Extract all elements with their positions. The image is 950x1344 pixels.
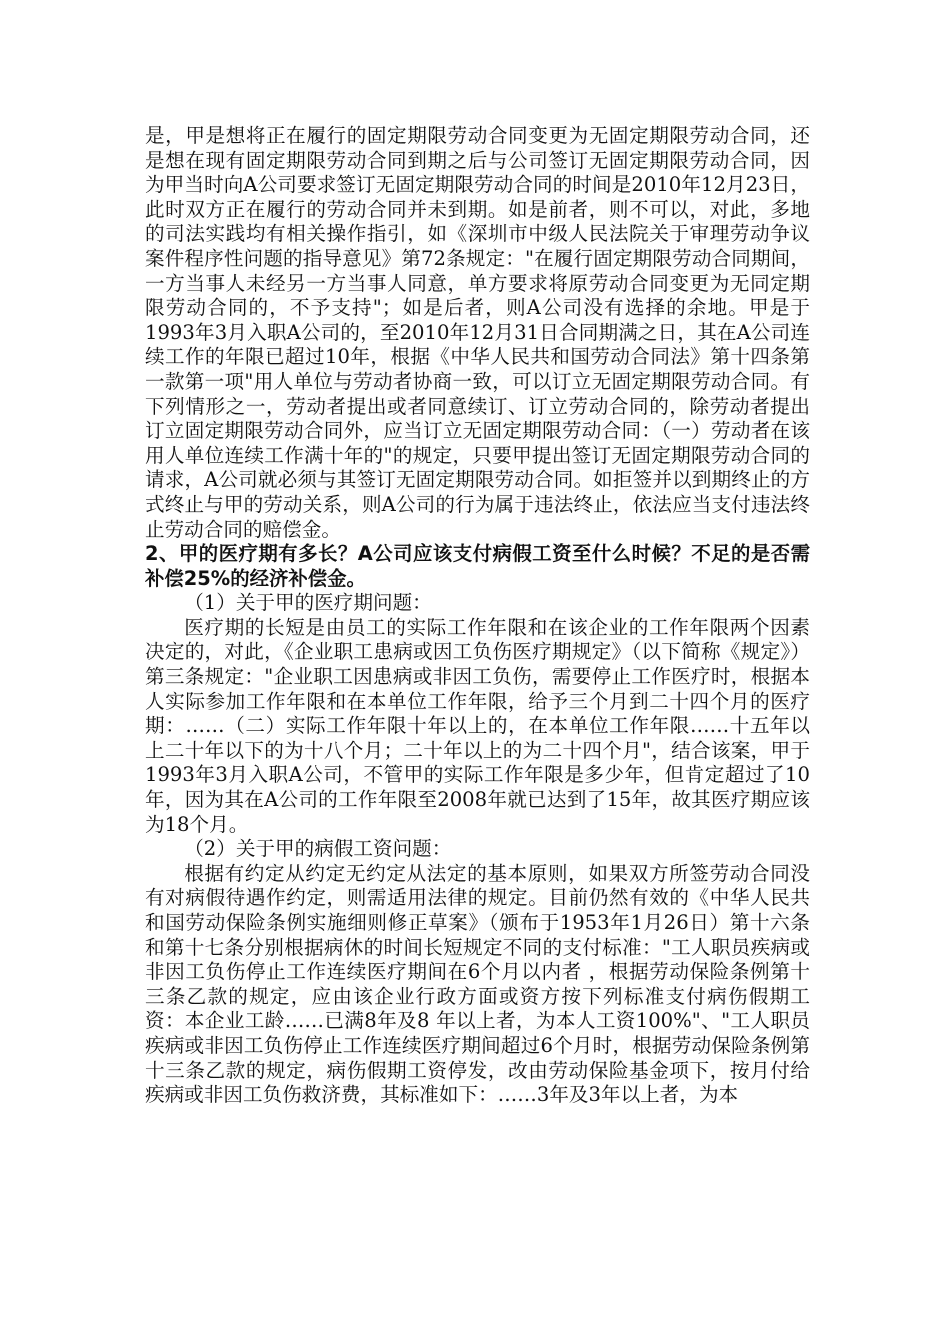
body-paragraph: 根据有约定从约定无约定从法定的基本原则，如果双方所签劳动合同没有对病假待遇作约定，则需适用法律的规定。目前仍然有效的《中华人民共和国劳动保险条例实施细则修正草案》（颁布于1953年1月26日）第十六条和第十七条分别根据病休的时间长短规定不同的支付标准："工人职员疾病或非因工负伤停止工作连续医疗期间在6个月以内者 ，根据劳动保险条例第十三条乙款的规定，应由该企业行政方面或资方按下列标准支付病伤假期工资：本企业工龄……已满8年及8 年以上者，为本人工资100%"、"工人职员疾病或非因工负伤停止工作连续医疗期间超过6个月时，根据劳动保险条例第十三条乙款的规定，病伤假期工资停发，改由劳动保险基金项下，按月付给疾病或非因工负伤救济费，其标准如下：……3年及3年以上者，为本 bbox=[145, 861, 810, 1107]
body-paragraph-continuation: 是，甲是想将正在履行的固定期限劳动合同变更为无固定期限劳动合同，还是想在现有固定期限劳动合同到期之后与公司签订无固定期限劳动合同，因为甲当时向A公司要求签订无固定期限劳动合同的时间是2010年12月23日，此时双方正在履行的劳动合同并未到期。如是前者，则不可以，对此，多地的司法实践均有相关操作指引，如《深圳市中级人民法院关于审理劳动争议案件程序性问题的指导意见》第72条规定："在履行固定期限劳动合同期间，一方当事人未经另一方当事人同意，单方要求将原劳动合同变更为无同定期限劳动合同的，不予支持"；如是后者，则A公司没有选择的余地。甲是于1993年3月入职A公司的，至2010年12月31日合同期满之日，其在A公司连续工作的年限已超过10年，根据《中华人民共和国劳动合同法》第十四条第一款第一项"用人单位与劳动者协商一致，可以订立无固定期限劳动合同。有下列情形之一，劳动者提出或者同意续订、订立劳动合同的，除劳动者提出订立固定期限劳动合同外，应当订立无固定期限劳动合同：（一）劳动者在该用人单位连续工作满十年的"的规定，只要甲提出签订无固定期限劳动合同的请求，A公司就必须与其签订无固定期限劳动合同。如拒签并以到期终止的方式终止与甲的劳动关系，则A公司的行为属于违法终止，依法应当支付违法终止劳动合同的赔偿金。 bbox=[145, 124, 810, 541]
subsection-heading: （2）关于甲的病假工资问题： bbox=[184, 837, 452, 861]
body-paragraph: 医疗期的长短是由员工的实际工作年限和在该企业的工作年限两个因素决定的，对此，《企业职工患病或因工负伤医疗期规定》（以下简称《规定》）第三条规定："企业职工因患病或非因工负伤，需要停止工作医疗时，根据本人实际参加工作年限和在本单位工作年限，给予三个月到二十四个月的医疗期：……（二）实际工作年限十年以上的，在本单位工作年限……十五年以上二十年以下的为十八个月；二十年以上的为二十四个月"，结合该案，甲于1993年3月入职A公司，不管甲的实际工作年限是多少年，但肯定超过了10年，因为其在A公司的工作年限至2008年就已达到了15年，故其医疗期应该为18个月。 bbox=[145, 615, 810, 836]
document-page bbox=[145, 124, 810, 1108]
subsection-heading: （1）关于甲的医疗期问题： bbox=[184, 591, 432, 615]
section-heading: 2、甲的医疗期有多长？A公司应该支付病假工资至什么时候？不足的是否需补偿25%的经济补偿金。 bbox=[145, 542, 810, 590]
